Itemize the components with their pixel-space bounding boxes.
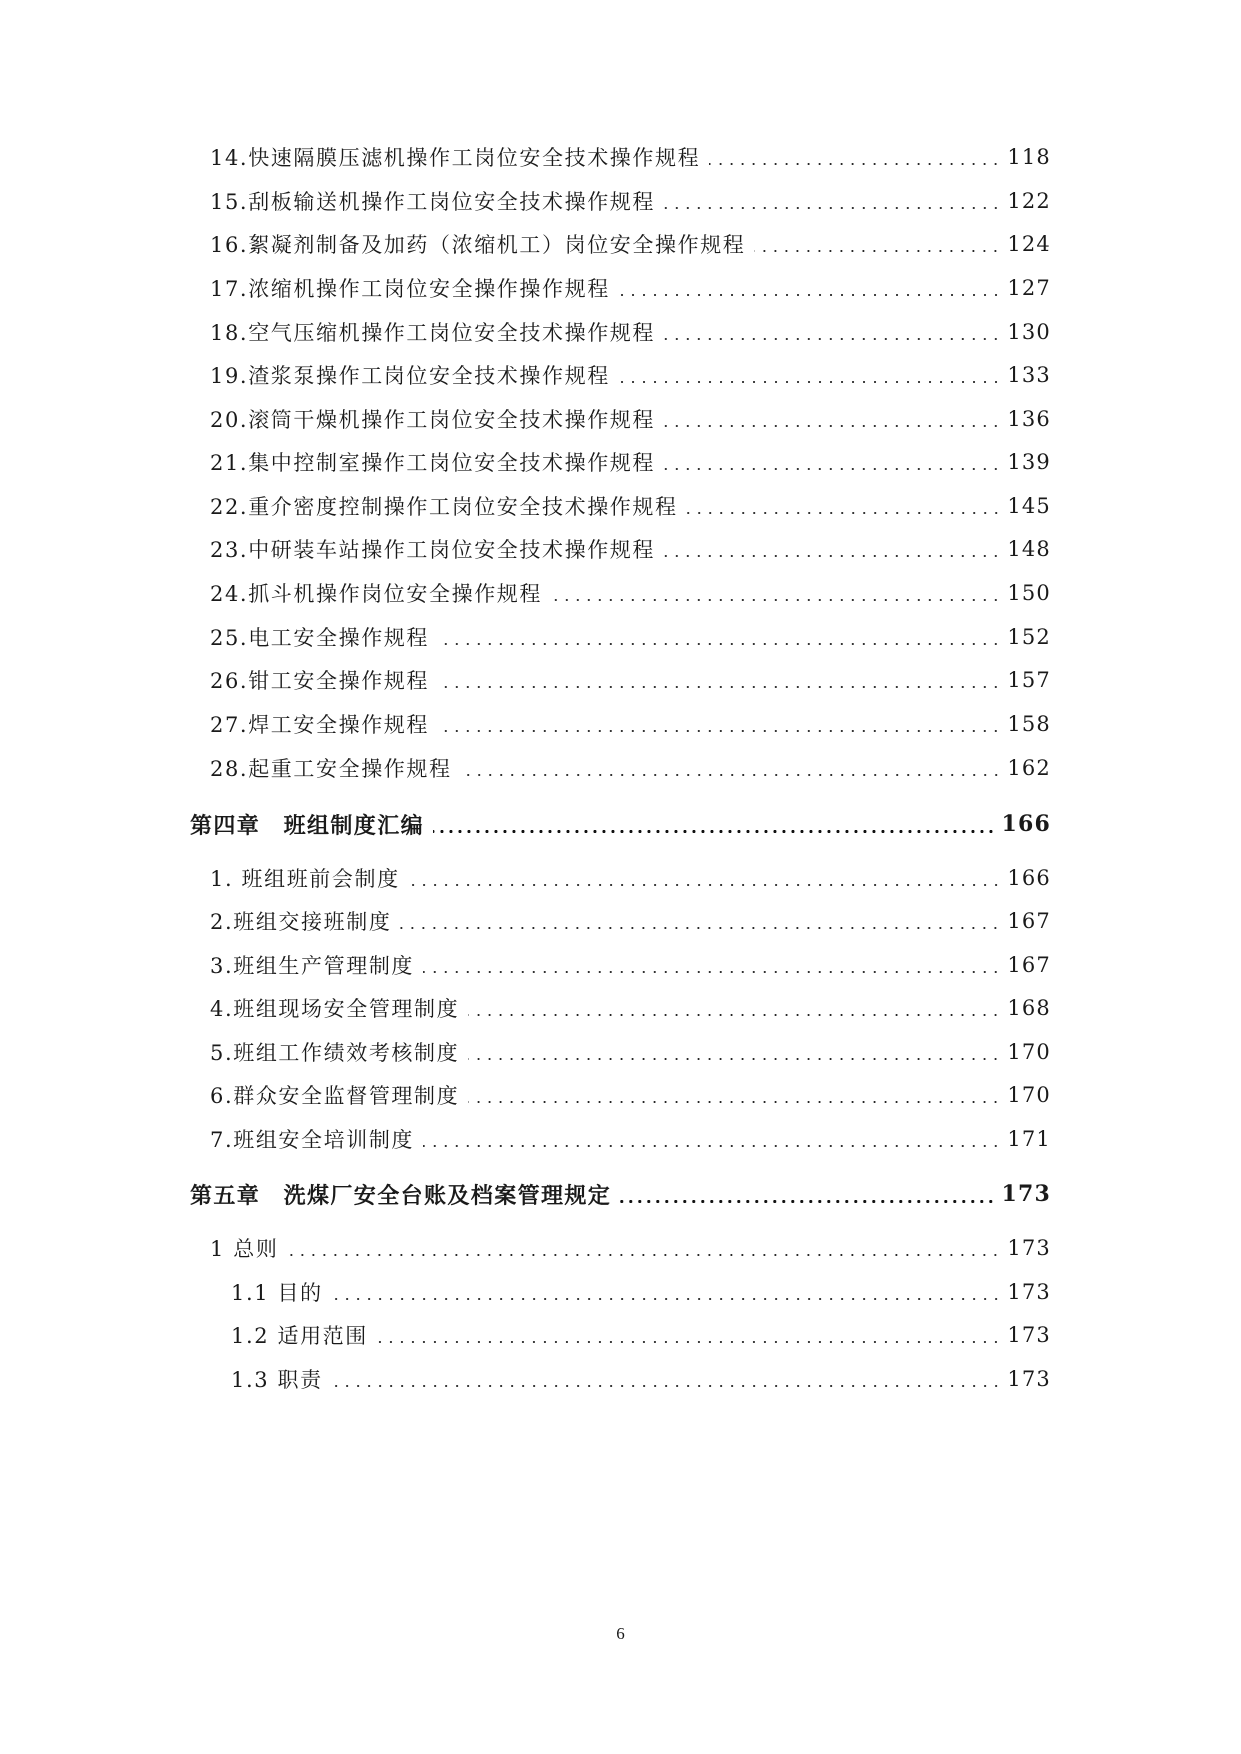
dot-leader bbox=[754, 250, 1001, 252]
toc-entry-page: 122 bbox=[1007, 189, 1051, 213]
toc-entry[interactable] bbox=[210, 704, 1051, 744]
page-number: 6 bbox=[616, 1624, 625, 1643]
dot-leader bbox=[468, 1101, 1001, 1103]
toc-chapter-entry[interactable] bbox=[190, 1174, 1051, 1214]
toc-entry-title: 20.滚筒干燥机操作工岗位安全技术操作规程 bbox=[210, 408, 655, 432]
dot-leader bbox=[468, 1014, 1001, 1016]
toc-entry[interactable] bbox=[210, 1119, 1051, 1159]
toc-entry-title: 3.班组生产管理制度 bbox=[210, 954, 415, 978]
toc-entry-title: 25.电工安全操作规程 bbox=[210, 626, 429, 650]
dot-leader bbox=[438, 730, 1001, 732]
toc-entry-title: 1.2 适用范围 bbox=[231, 1324, 368, 1348]
toc-entry-title: 4.班组现场安全管理制度 bbox=[210, 997, 460, 1021]
toc-entry[interactable] bbox=[210, 1075, 1051, 1115]
toc-entry[interactable] bbox=[210, 181, 1051, 221]
toc-entry[interactable] bbox=[210, 268, 1051, 308]
toc-entry[interactable] bbox=[210, 529, 1051, 569]
toc-entry[interactable] bbox=[210, 1228, 1051, 1268]
toc-entry-title: 16.絮凝剂制备及加药（浓缩机工）岗位安全操作规程 bbox=[210, 233, 746, 257]
toc-entry[interactable] bbox=[231, 1359, 1051, 1399]
toc-entry-page: 158 bbox=[1007, 712, 1051, 736]
toc-entry-page: 152 bbox=[1007, 625, 1051, 649]
dot-leader bbox=[438, 643, 1001, 645]
toc-entry[interactable] bbox=[210, 901, 1051, 941]
dot-leader bbox=[433, 830, 995, 833]
dot-leader bbox=[468, 1058, 1001, 1060]
toc-entry-title: 23.中研装车站操作工岗位安全技术操作规程 bbox=[210, 538, 655, 562]
toc-entry-title: 19.渣浆泵操作工岗位安全技术操作规程 bbox=[210, 364, 610, 388]
toc-entry-page: 157 bbox=[1007, 668, 1051, 692]
dot-leader bbox=[620, 1200, 995, 1203]
toc-entry-title: 18.空气压缩机操作工岗位安全技术操作规程 bbox=[210, 321, 655, 345]
toc-entry-page: 162 bbox=[1007, 756, 1051, 780]
toc-entry[interactable] bbox=[210, 312, 1051, 352]
toc-entry-page: 173 bbox=[1007, 1236, 1051, 1260]
dot-leader bbox=[664, 338, 1001, 340]
toc-entry[interactable] bbox=[210, 945, 1051, 985]
toc-entry-page: 173 bbox=[1007, 1367, 1051, 1391]
toc-entry-page: 170 bbox=[1007, 1083, 1051, 1107]
toc-entry[interactable] bbox=[210, 442, 1051, 482]
dot-leader bbox=[664, 425, 1001, 427]
toc-entry[interactable] bbox=[231, 1315, 1051, 1355]
dot-leader bbox=[664, 207, 1001, 209]
dot-leader bbox=[332, 1385, 1002, 1387]
toc-entry-page: 173 bbox=[1007, 1280, 1051, 1304]
dot-leader bbox=[423, 971, 1001, 973]
toc-entry-title: 21.集中控制室操作工岗位安全技术操作规程 bbox=[210, 451, 655, 475]
toc-entry-page: 168 bbox=[1007, 996, 1051, 1020]
dot-leader bbox=[287, 1254, 1001, 1256]
toc-entry-title: 2.班组交接班制度 bbox=[210, 910, 392, 934]
dot-leader bbox=[664, 468, 1001, 470]
toc-entry-page: 130 bbox=[1007, 320, 1051, 344]
toc-entry-page: 166 bbox=[1001, 811, 1051, 837]
toc-entry-title: 28.起重工安全操作规程 bbox=[210, 757, 452, 781]
toc-entry-page: 124 bbox=[1007, 232, 1051, 256]
toc-entry-page: 173 bbox=[1001, 1181, 1051, 1207]
toc-entry-title: 第五章 洗煤厂安全台账及档案管理规定 bbox=[190, 1182, 612, 1209]
toc-entry-page: 136 bbox=[1007, 407, 1051, 431]
toc-entry-title: 15.刮板输送机操作工岗位安全技术操作规程 bbox=[210, 190, 655, 214]
dot-leader bbox=[409, 884, 1002, 886]
toc-entry-title: 1.1 目的 bbox=[231, 1281, 323, 1305]
toc-entry-title: 26.钳工安全操作规程 bbox=[210, 669, 429, 693]
toc-entry[interactable] bbox=[210, 399, 1051, 439]
toc-entry[interactable] bbox=[210, 660, 1051, 700]
toc-entry[interactable] bbox=[231, 1272, 1051, 1312]
dot-leader bbox=[423, 1145, 1001, 1147]
toc-entry-title: 1. 班组班前会制度 bbox=[210, 867, 400, 891]
toc-entry-title: 1 总则 bbox=[210, 1237, 279, 1261]
dot-leader bbox=[461, 774, 1002, 776]
toc-entry-page: 127 bbox=[1007, 276, 1051, 300]
toc-entry-page: 167 bbox=[1007, 909, 1051, 933]
toc-entry[interactable] bbox=[210, 748, 1051, 788]
toc-entry-page: 173 bbox=[1007, 1323, 1051, 1347]
dot-leader bbox=[709, 163, 1001, 165]
toc-entry[interactable] bbox=[210, 137, 1051, 177]
dot-leader bbox=[687, 512, 1002, 514]
toc-chapter-entry[interactable] bbox=[190, 804, 1051, 844]
dot-leader bbox=[438, 686, 1001, 688]
toc-entry-title: 22.重介密度控制操作工岗位安全技术操作规程 bbox=[210, 495, 678, 519]
toc-entry[interactable] bbox=[210, 224, 1051, 264]
dot-leader bbox=[377, 1341, 1001, 1343]
toc-entry-page: 148 bbox=[1007, 537, 1051, 561]
toc-entry-title: 24.抓斗机操作岗位安全操作规程 bbox=[210, 582, 542, 606]
toc-entry-page: 118 bbox=[1007, 145, 1051, 169]
toc-entry-title: 6.群众安全监督管理制度 bbox=[210, 1084, 460, 1108]
toc-entry[interactable] bbox=[210, 858, 1051, 898]
toc-entry-page: 133 bbox=[1007, 363, 1051, 387]
toc-entry-title: 27.焊工安全操作规程 bbox=[210, 713, 429, 737]
toc-entry-title: 14.快速隔膜压滤机操作工岗位安全技术操作规程 bbox=[210, 146, 701, 170]
dot-leader bbox=[551, 599, 1001, 601]
toc-entry-page: 167 bbox=[1007, 953, 1051, 977]
dot-leader bbox=[400, 927, 1001, 929]
toc-entry[interactable] bbox=[210, 573, 1051, 613]
dot-leader bbox=[619, 381, 1002, 383]
dot-leader bbox=[332, 1298, 1002, 1300]
toc-entry-page: 145 bbox=[1007, 494, 1051, 518]
toc-entry-page: 170 bbox=[1007, 1040, 1051, 1064]
toc-entry-title: 第四章 班组制度汇编 bbox=[190, 812, 425, 839]
toc-entry-title: 1.3 职责 bbox=[231, 1368, 323, 1392]
toc-entry[interactable] bbox=[210, 617, 1051, 657]
dot-leader bbox=[619, 294, 1002, 296]
toc-entry-title: 5.班组工作绩效考核制度 bbox=[210, 1041, 460, 1065]
toc-entry[interactable] bbox=[210, 486, 1051, 526]
toc-entry-page: 166 bbox=[1007, 866, 1051, 890]
toc-entry-title: 17.浓缩机操作工岗位安全操作操作规程 bbox=[210, 277, 610, 301]
toc-entry-page: 171 bbox=[1007, 1127, 1051, 1151]
toc-entry-page: 150 bbox=[1007, 581, 1051, 605]
toc-entry-page: 139 bbox=[1007, 450, 1051, 474]
toc-entry-title: 7.班组安全培训制度 bbox=[210, 1128, 415, 1152]
toc-entry[interactable] bbox=[210, 1032, 1051, 1072]
toc-entry[interactable] bbox=[210, 988, 1051, 1028]
toc-entry[interactable] bbox=[210, 355, 1051, 395]
dot-leader bbox=[664, 555, 1001, 557]
